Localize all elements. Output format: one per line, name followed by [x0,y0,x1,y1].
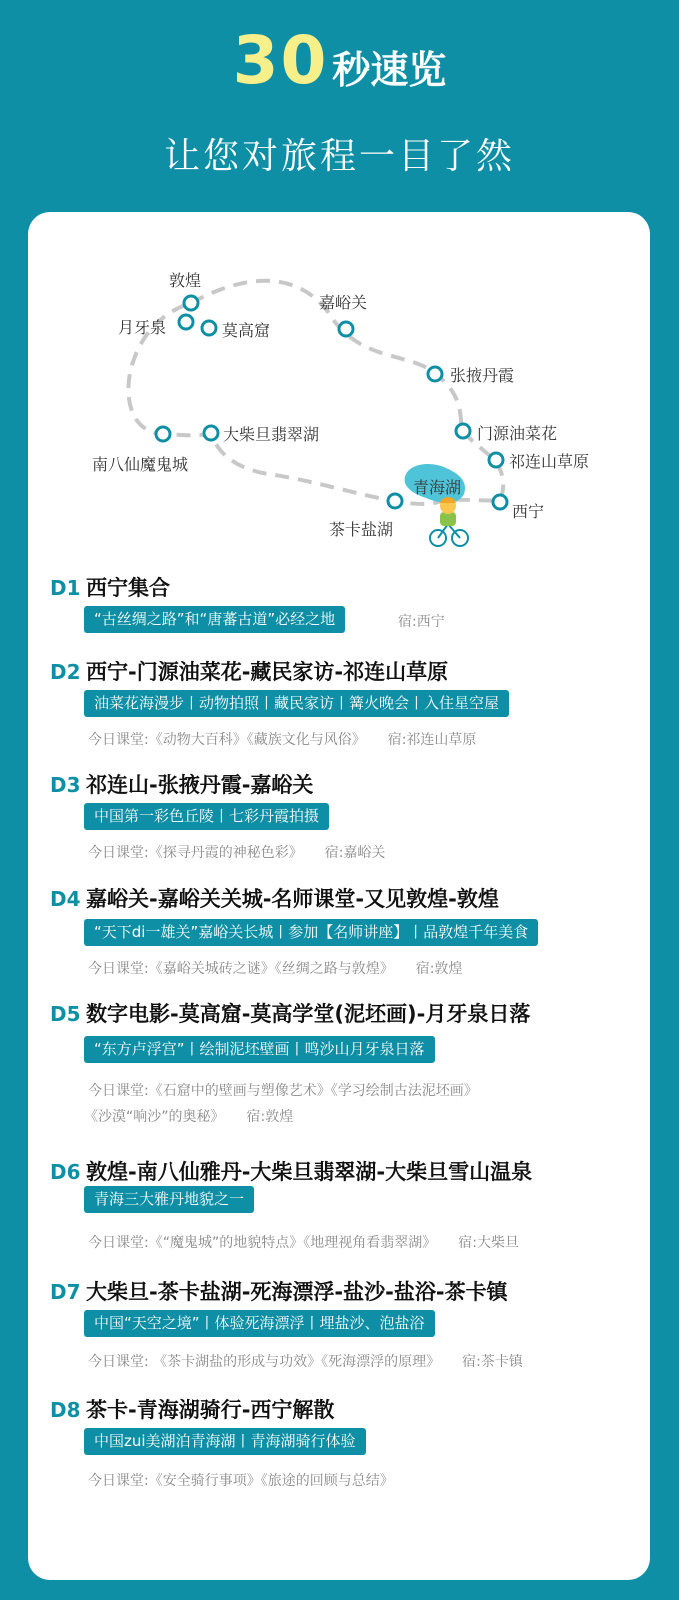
marker-zhangye [428,367,442,381]
day-highlight-tag: 中国第一彩色丘陵丨七彩丹霞拍摄 [84,803,329,830]
day-stay: 宿:西宁 [398,614,445,630]
marker-jiayuguan [339,322,353,336]
label-nanbaxian: 南八仙魔鬼城 [92,455,189,474]
day-number: D1 [50,576,81,600]
header [0,0,679,210]
marker-nanbaxian [156,427,170,441]
day-title: 敦煌-南八仙雅丹-大柴旦翡翠湖-大柴旦雪山温泉 [86,1160,533,1184]
day-lesson: 今日课堂:《嘉峪关城砖之谜》《丝绸之路与敦煌》 [88,961,394,977]
day-heading [50,572,170,602]
day-lesson-line [88,1232,519,1252]
day-lesson-line [88,729,476,749]
day-heading [50,1394,334,1424]
day-title: 数字电影-莫高窟-莫高学堂(泥坯画)-月牙泉日落 [86,1002,531,1026]
label-xining: 西宁 [512,502,545,521]
day-title: 大柴旦-茶卡盐湖-死海漂浮-盐沙-盐浴-茶卡镇 [86,1280,508,1304]
label-qilian: 祁连山草原 [509,452,590,471]
label-menyuan: 门源油菜花 [477,424,558,443]
label-dachaidan: 大柴旦翡翠湖 [223,425,320,444]
day-lesson: 今日课堂: 《茶卡湖盐的形成与功效》《死海漂浮的原理》 [88,1354,441,1370]
day-stay: 宿:敦煌 [415,961,463,977]
day-stay: 宿:敦煌 [246,1109,294,1125]
marker-yueyaquan [179,315,193,329]
marker-mogaoku [202,321,216,335]
label-mogaoku: 莫高窟 [222,321,271,340]
day-title: 嘉峪关-嘉峪关关城-名师课堂-又见敦煌-敦煌 [86,887,499,911]
day-number: D3 [50,773,81,797]
marker-xining [493,495,507,509]
day-title: 茶卡-青海湖骑行-西宁解散 [86,1398,335,1422]
day-heading [50,883,499,913]
day-lesson-line [88,1470,394,1490]
day-lesson-line [88,842,385,862]
marker-dunhuang [184,296,198,310]
day-lesson: 今日课堂:《动物大百科》《藏族文化与风俗》 [88,732,366,748]
day-lesson: 今日课堂:《石窟中的壁画与塑像艺术》《学习绘制古法泥坯画》 [88,1083,478,1099]
day-stay: 宿:祁连山草原 [387,732,477,748]
label-qinghaihu: 青海湖 [413,478,462,497]
day-lesson-line [88,958,462,978]
day-highlight-tag: “天下di一雄关”嘉峪关长城丨参加【名师讲座】丨品敦煌千年美食 [84,919,538,946]
label-yueyaquan: 月牙泉 [118,318,167,337]
day-heading [50,998,530,1028]
day-stay: 宿:大柴旦 [458,1235,519,1251]
title-number: 30 [232,22,329,99]
day-highlight-tag: 中国“天空之境”丨体验死海漂浮丨埋盐沙、泡盐浴 [84,1310,435,1337]
day-highlight-tag: 中国zui美湖泊青海湖丨青海湖骑行体验 [84,1428,366,1455]
day-stay: 宿:嘉峪关 [324,845,386,861]
day-title: 西宁-门源油菜花-藏民家访-祁连山草原 [86,660,449,684]
label-chaka: 茶卡盐湖 [329,520,394,539]
day-lesson: 今日课堂:《探寻丹霞的神秘色彩》 [88,845,303,861]
day-highlight-tag: 青海三大雅丹地貌之一 [84,1186,254,1213]
day-number: D6 [50,1160,81,1184]
route-map [28,212,650,572]
page-subtitle: 让您对旅程一目了然 [163,136,515,177]
day-number: D4 [50,887,81,911]
label-dunhuang: 敦煌 [169,271,202,290]
day-highlight-tag: 油菜花海漫步丨动物拍照丨藏民家访丨篝火晚会丨入住星空屋 [84,690,509,717]
day-lesson: 今日课堂:《“魔鬼城”的地貌特点》《地理视角看翡翠湖》 [88,1235,437,1251]
marker-chaka [388,494,402,508]
day-title: 西宁集合 [86,576,170,600]
day-highlight-tag: “东方卢浮宫”丨绘制泥坯壁画丨鸣沙山月牙泉日落 [84,1036,435,1063]
day-lesson: 今日课堂:《安全骑行事项》《旅途的回顾与总结》 [88,1473,394,1489]
day-lesson-2: 《沙漠“响沙”的奥秘》 [84,1109,225,1125]
day-number: D2 [50,660,81,684]
page-title [0,22,679,99]
label-zhangye: 张掖丹霞 [450,366,515,385]
day-number: D8 [50,1398,81,1422]
day-lesson-line [88,1080,478,1100]
day-number: D7 [50,1280,81,1304]
title-text: 秒速览 [332,48,447,92]
day-stay: 宿:茶卡镇 [462,1354,523,1370]
marker-dachaidan [204,426,218,440]
itinerary-card [28,212,650,1580]
day-number: D5 [50,1002,81,1026]
day-title: 祁连山-张掖丹霞-嘉峪关 [86,773,314,797]
day-lesson-line-2 [84,1106,293,1126]
day-heading [50,769,313,799]
day-heading [50,656,448,686]
day-heading [50,1156,532,1186]
day-highlight-tag: “古丝绸之路”和“唐蕃古道”必经之地 [84,606,345,633]
day-lesson-line [88,1351,523,1371]
label-jiayuguan: 嘉峪关 [319,293,368,312]
day-heading [50,1276,508,1306]
marker-qilian [489,453,503,467]
marker-menyuan [456,424,470,438]
